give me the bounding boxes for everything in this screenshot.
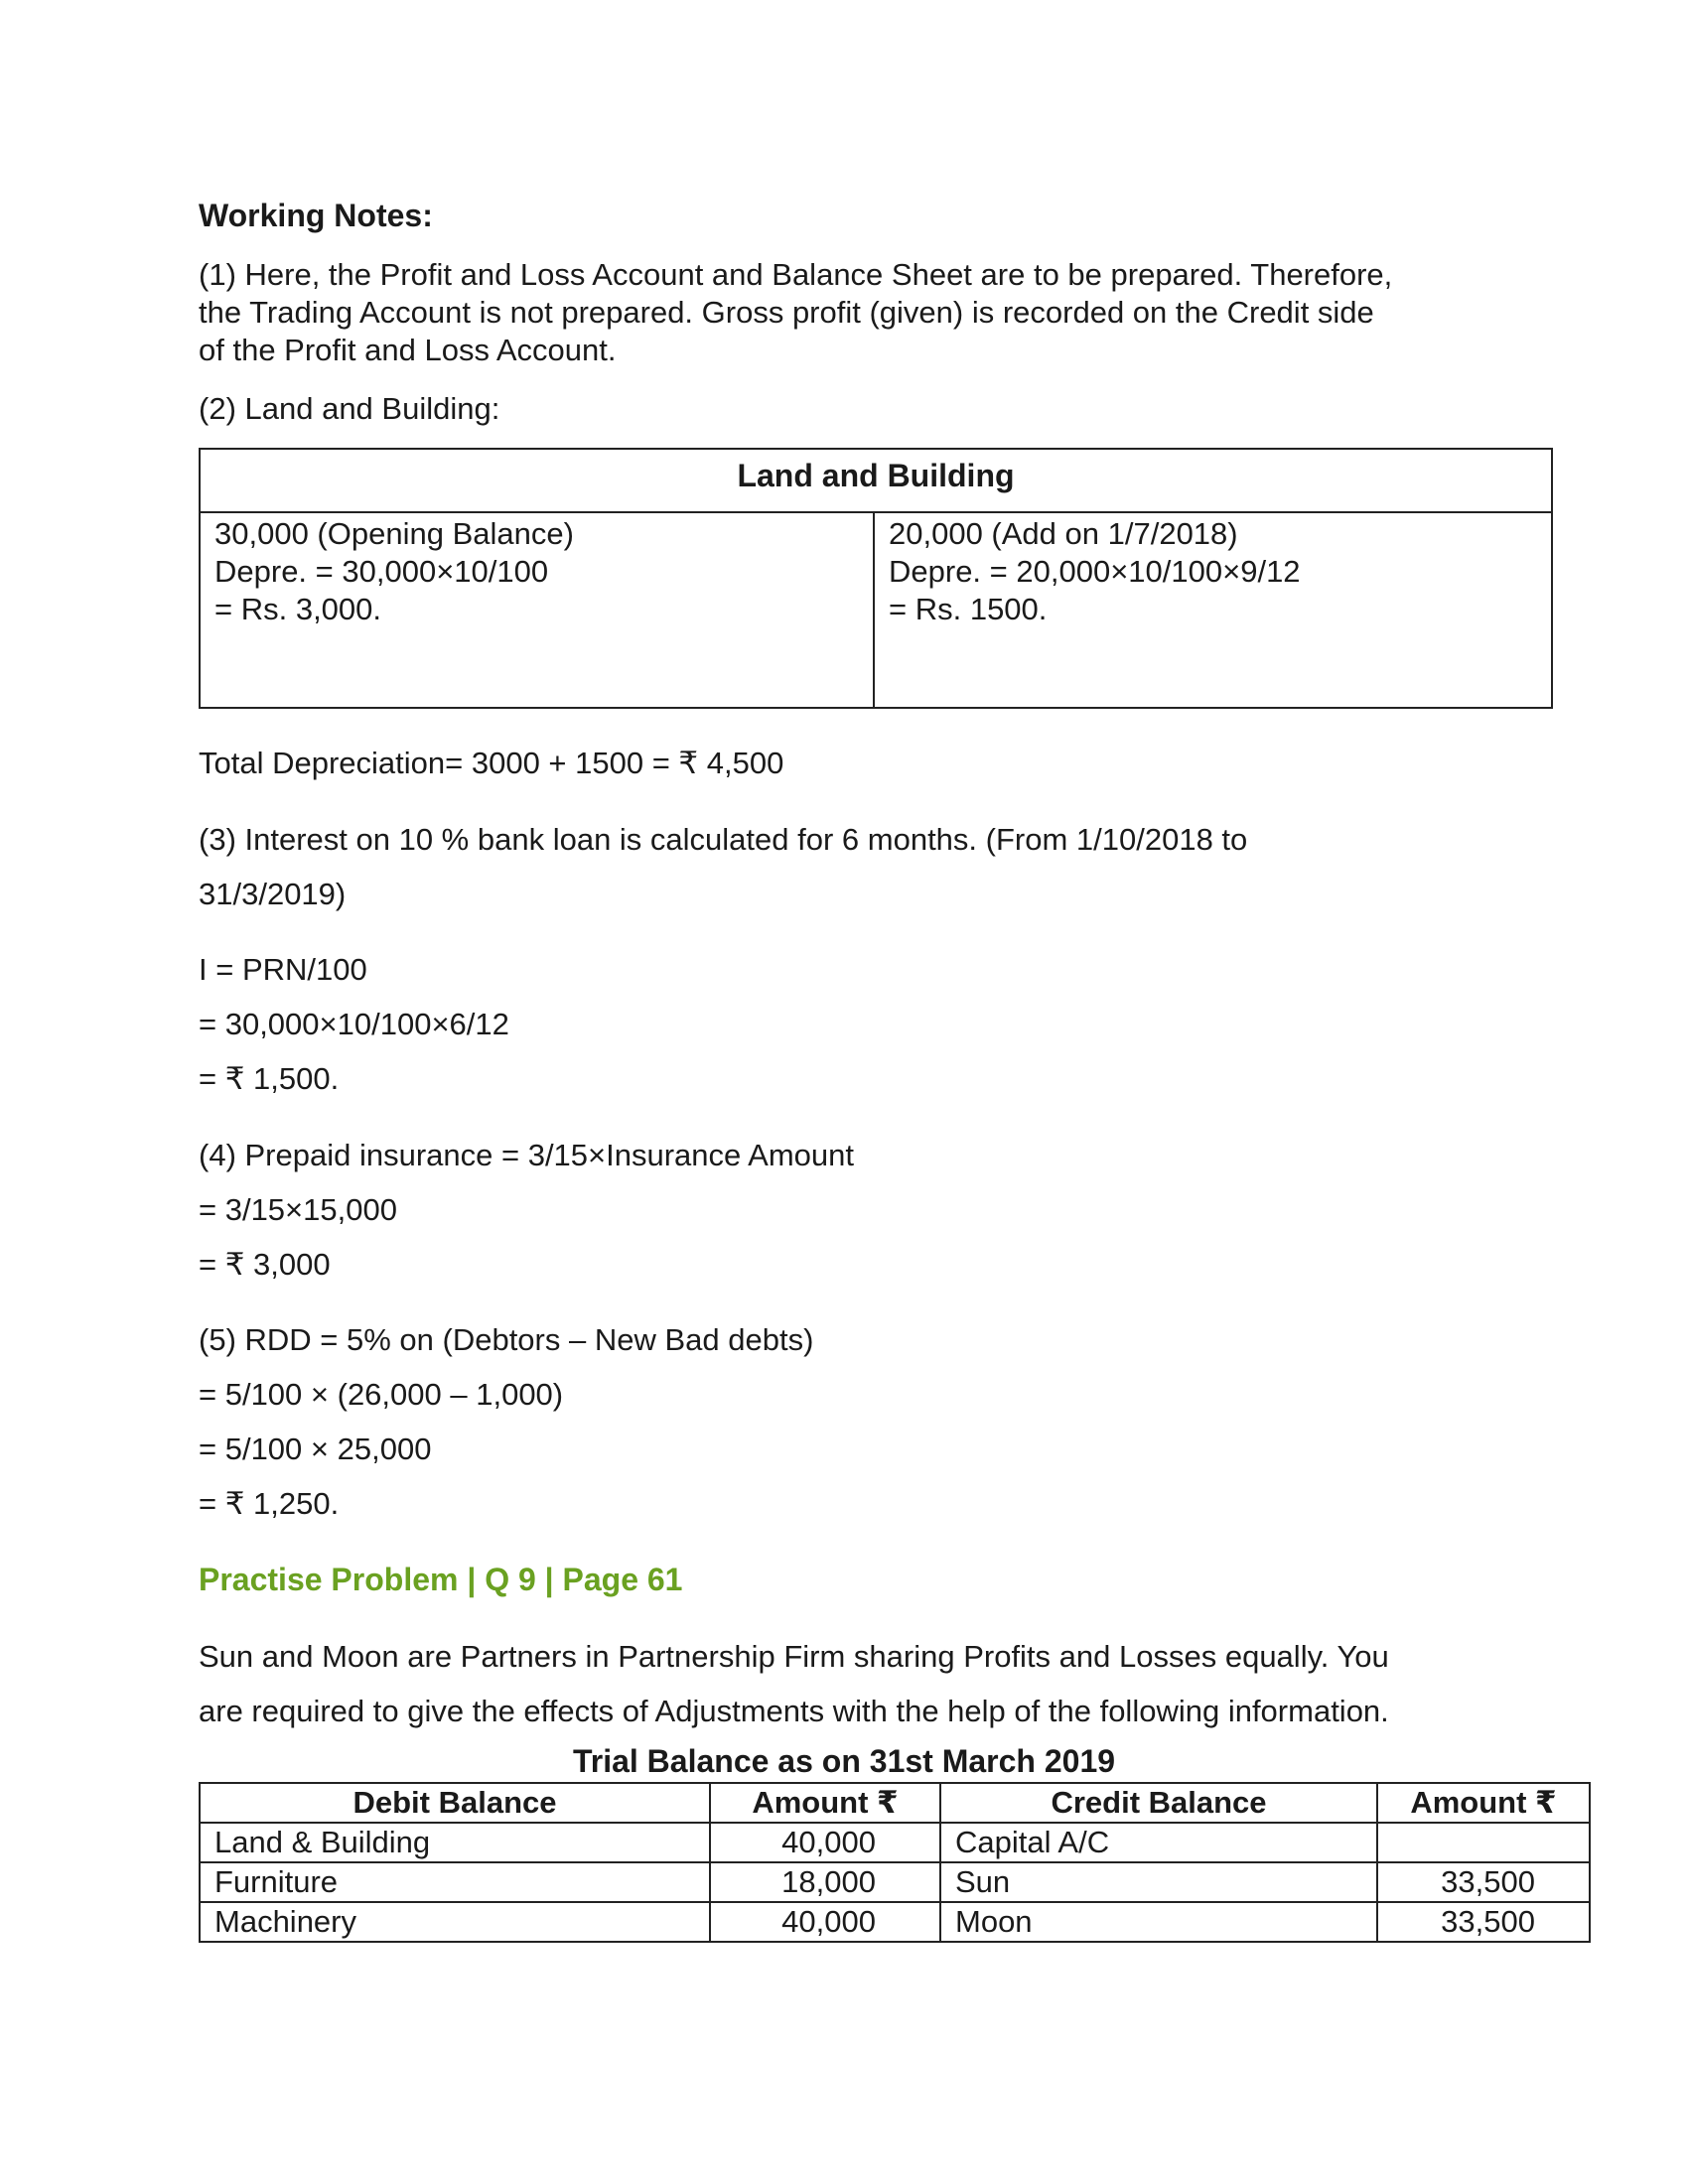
practise-intro-line1: Sun and Moon are Partners in Partnership Firm sharing Profits and Losses equally. You (199, 1639, 1389, 1674)
note3-calc-line3: = ₹ 1,500. (199, 1061, 340, 1096)
note3-line1: (3) Interest on 10 % bank loan is calculated for 6 months. (From 1/10/2018 to (199, 822, 1248, 857)
debit-item: Land & Building (200, 1823, 710, 1862)
header-debit-amount: Amount ₹ (710, 1783, 940, 1823)
note5-line1: (5) RDD = 5% on (Debtors – New Bad debts) (199, 1322, 814, 1357)
credit-item: Sun (940, 1862, 1377, 1902)
note5-line4: = ₹ 1,250. (199, 1486, 340, 1521)
header-debit-balance: Debit Balance (200, 1783, 710, 1823)
note4-line1: (4) Prepaid insurance = 3/15×Insurance Amount (199, 1138, 855, 1172)
note1-line1: (1) Here, the Profit and Loss Account and Balance Sheet are to be prepared. Therefore, (199, 257, 1393, 292)
debit-amount: 40,000 (710, 1823, 940, 1862)
note3-calc-line2: = 30,000×10/100×6/12 (199, 1007, 509, 1041)
note2-label: (2) Land and Building: (199, 391, 500, 426)
lb-left-line1: 30,000 (Opening Balance) (214, 516, 574, 551)
land-building-title: Land and Building (201, 450, 1551, 513)
working-notes-heading: Working Notes: (199, 198, 433, 233)
lb-left-line3: = Rs. 3,000. (214, 592, 382, 626)
trial-balance-title: Trial Balance as on 31st March 2019 (572, 1743, 1116, 1779)
note3-calc-line1: I = PRN/100 (199, 952, 367, 987)
total-depreciation: Total Depreciation= 3000 + 1500 = ₹ 4,500 (199, 746, 784, 780)
debit-amount: 18,000 (710, 1862, 940, 1902)
lb-right-line2: Depre. = 20,000×10/100×9/12 (889, 554, 1301, 589)
credit-item: Moon (940, 1902, 1377, 1942)
table-row (200, 1862, 1590, 1902)
lb-right-line1: 20,000 (Add on 1/7/2018) (889, 516, 1238, 551)
table-row (200, 1902, 1590, 1942)
note5-line3: = 5/100 × 25,000 (199, 1432, 432, 1466)
land-building-right-cell (889, 513, 1301, 628)
credit-amount: 33,500 (1377, 1862, 1590, 1902)
credit-amount (1377, 1823, 1590, 1862)
table-header-row (200, 1783, 1590, 1823)
table-row (200, 1823, 1590, 1862)
lb-left-line2: Depre. = 30,000×10/100 (214, 554, 549, 589)
header-credit-balance: Credit Balance (940, 1783, 1377, 1823)
debit-amount: 40,000 (710, 1902, 940, 1942)
practise-intro-line2: are required to give the effects of Adjustments with the help of the following information. (199, 1694, 1389, 1728)
note1-line3: of the Profit and Loss Account. (199, 333, 617, 367)
note5-line2: = 5/100 × (26,000 – 1,000) (199, 1377, 564, 1412)
land-building-left-cell (214, 513, 574, 628)
credit-item: Capital A/C (940, 1823, 1377, 1862)
note3-line2: 31/3/2019) (199, 877, 347, 911)
debit-item: Machinery (200, 1902, 710, 1942)
debit-item: Furniture (200, 1862, 710, 1902)
credit-amount: 33,500 (1377, 1902, 1590, 1942)
note1-line2: the Trading Account is not prepared. Gross profit (given) is recorded on the Credit side (199, 295, 1374, 330)
land-building-divider (873, 513, 875, 707)
lb-right-line3: = Rs. 1500. (889, 592, 1048, 626)
note4-line2: = 3/15×15,000 (199, 1192, 397, 1227)
header-credit-amount: Amount ₹ (1377, 1783, 1590, 1823)
trial-balance-table (199, 1782, 1591, 1943)
land-building-box (199, 448, 1553, 709)
note4-line3: = ₹ 3,000 (199, 1247, 331, 1282)
practise-problem-heading: Practise Problem | Q 9 | Page 61 (199, 1562, 683, 1597)
